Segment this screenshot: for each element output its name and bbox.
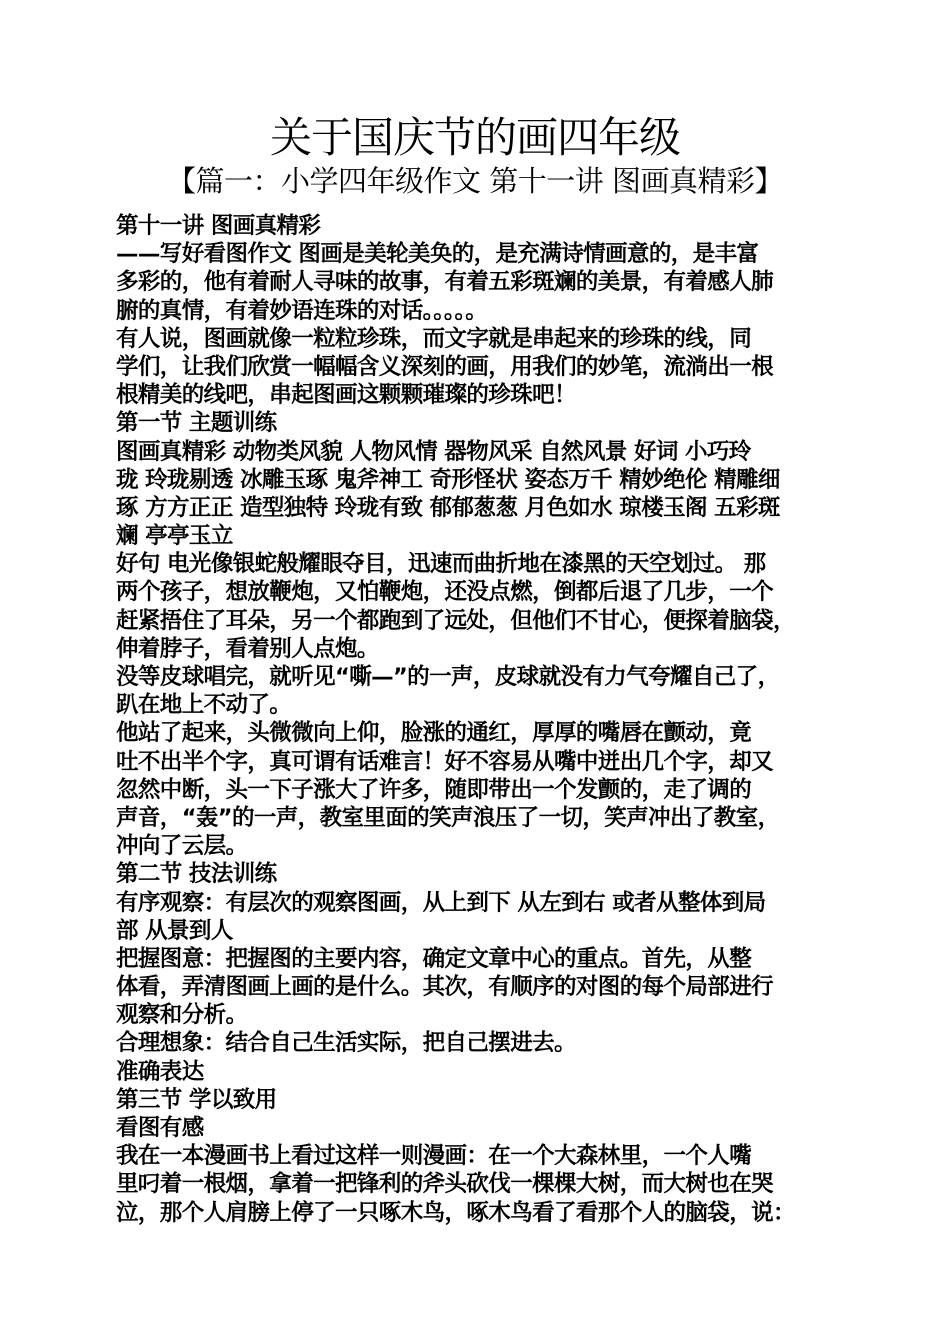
text-line: 好句 电光像银蛇般耀眼夺目，迅速而曲折地在漆黑的天空划过。 那 bbox=[116, 551, 766, 578]
text-line: 部 从景到人 bbox=[116, 917, 233, 944]
text-line: 多彩的，他有着耐人寻味的故事，有着五彩斑斓的美景，有着感人肺 bbox=[116, 269, 774, 296]
text-line: 伸着脖子，看着别人点炮。 bbox=[116, 635, 379, 662]
text-line: ——写好看图作文 图画是美轮美奂的，是充满诗情画意的，是丰富 bbox=[116, 241, 759, 268]
text-line: 第三节 学以致用 bbox=[116, 1086, 277, 1113]
text-line: 第一节 主题训练 bbox=[116, 410, 277, 437]
text-line: 珑 玲珑剔透 冰雕玉琢 鬼斧神工 奇形怪状 姿态万千 精妙绝伦 精雕细 bbox=[116, 466, 780, 493]
text-line: 冲向了云层。 bbox=[116, 833, 248, 860]
text-line: 合理想象：结合自己生活实际，把自己摆进去。 bbox=[116, 1030, 576, 1057]
text-line: 吐不出半个字，真可谓有话难言！好不容易从嘴中迸出几个字，却又 bbox=[116, 748, 774, 775]
text-line: 赶紧捂住了耳朵，另一个都跑到了远处，但他们不甘心，便探着脑袋， bbox=[116, 607, 795, 634]
text-line: 观察和分析。 bbox=[116, 1002, 248, 1029]
text-line: 把握图意：把握图的主要内容，确定文章中心的重点。首先，从整 bbox=[116, 945, 752, 972]
document-title: 关于国庆节的画四年级 bbox=[269, 113, 680, 162]
text-line: 学们，让我们欣赏一幅幅含义深刻的画，用我们的妙笔，流淌出一根 bbox=[116, 353, 774, 380]
text-line: 有序观察：有层次的观察图画，从上到下 从左到右 或者从整体到局 bbox=[116, 889, 766, 916]
text-line: 图画真精彩 动物类风貌 人物风情 器物风采 自然风景 好词 小巧玲 bbox=[116, 438, 751, 465]
document-body bbox=[116, 212, 851, 1227]
text-line: 忽然中断，头一下子涨大了许多，随即带出一个发颤的，走了调的 bbox=[116, 776, 752, 803]
text-line: 琢 方方正正 造型独特 玲珑有致 郁郁葱葱 月色如水 琼楼玉阁 五彩斑 bbox=[116, 494, 780, 521]
document-subtitle: 【篇一：小学四年级作文 第十一讲 图画真精彩】 bbox=[167, 164, 783, 198]
text-line: 趴在地上不动了。 bbox=[116, 692, 292, 719]
text-line: 准确表达 bbox=[116, 1058, 204, 1085]
text-line: 他站了起来，头微微向上仰，脸涨的通红，厚厚的嘴唇在颤动，竟 bbox=[116, 720, 752, 747]
text-line: 看图有感 bbox=[116, 1115, 204, 1141]
text-line: 腑的真情，有着妙语连珠的对话。。。。。 bbox=[116, 297, 488, 324]
text-line: 两个孩子，想放鞭炮，又怕鞭炮，还没点燃，倒都后退了几步，一个 bbox=[116, 579, 774, 606]
text-line: 我在一本漫画书上看过这样一则漫画：在一个大森林里，一个人嘴 bbox=[116, 1143, 752, 1170]
text-line: 第二节 技法训练 bbox=[116, 861, 277, 888]
text-line: 没等皮球唱完，就听见“嘶—”的一声，皮球就没有力气夸耀自己了， bbox=[116, 664, 780, 690]
text-line: 体看，弄清图画上画的是什么。其次，有顺序的对图的每个局部进行 bbox=[116, 974, 774, 1001]
text-line: 第十一讲 图画真精彩 bbox=[116, 213, 321, 239]
text-line: 根精美的线吧，串起图画这颗颗璀璨的珍珠吧！ bbox=[116, 382, 576, 409]
text-line: 声音，“轰”的一声，教室里面的笑声浪压了一切，笑声冲出了教室， bbox=[116, 804, 780, 831]
text-line: 泣，那个人肩膀上停了一只啄木鸟，啄木鸟看了看那个人的脑袋，说： bbox=[116, 1199, 795, 1226]
text-line: 里叼着一根烟，拿着一把锋利的斧头砍伐一棵棵大树，而大树也在哭 bbox=[116, 1171, 774, 1198]
text-line: 有人说，图画就像一粒粒珍珠，而文字就是串起来的珍珠的线，同 bbox=[116, 325, 752, 352]
text-line: 斓 亭亭玉立 bbox=[116, 523, 233, 550]
